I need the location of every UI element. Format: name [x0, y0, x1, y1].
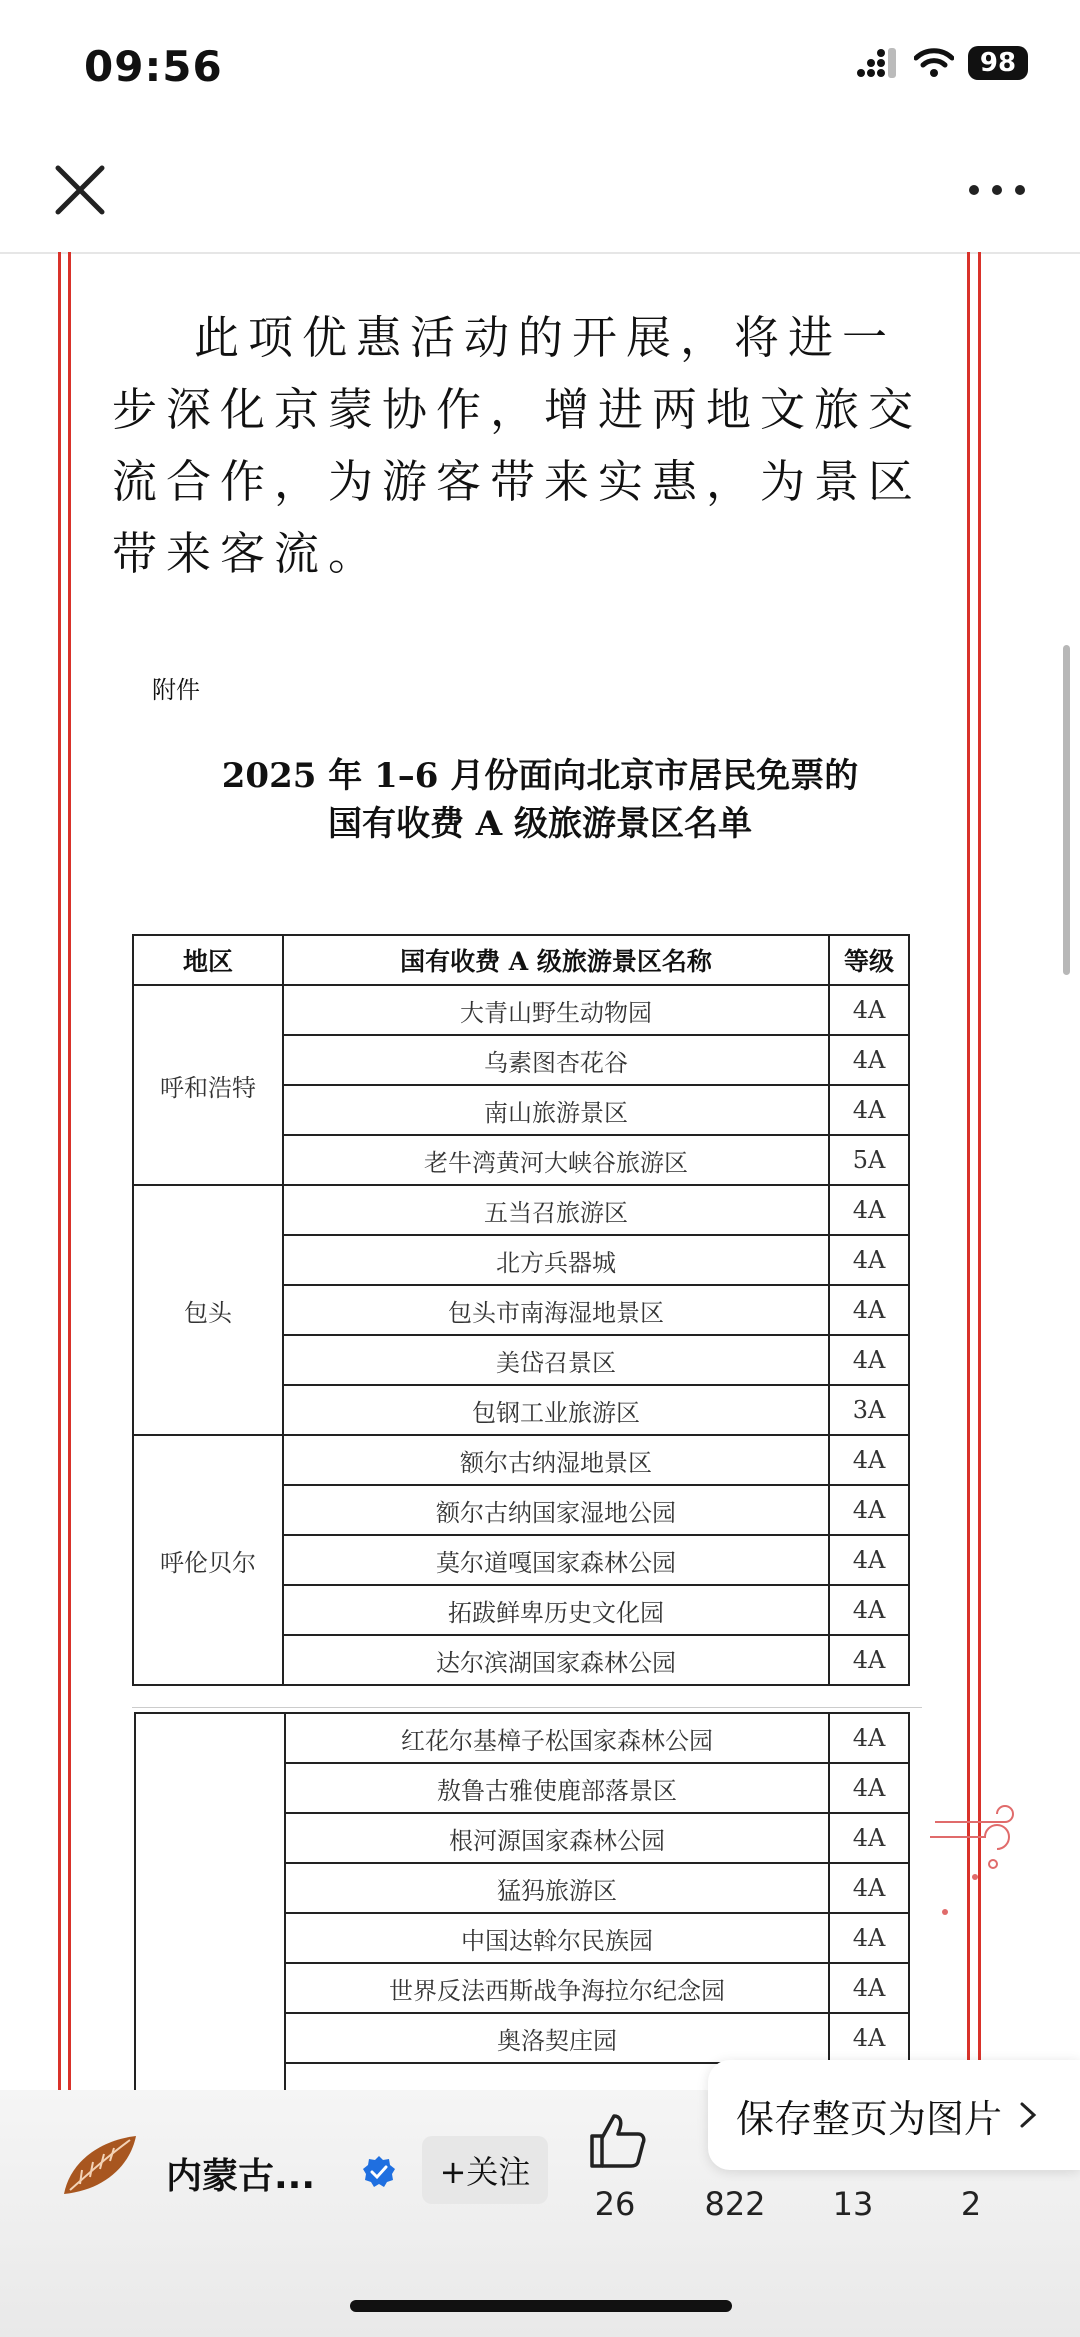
document-title-line2: 国有收费 A 级旅游景区名单 — [327, 804, 753, 844]
level-cell: 4A — [829, 1713, 909, 1763]
level-cell: 4A — [829, 1085, 909, 1135]
top-bar — [0, 130, 1080, 254]
scenic-name-cell: 南山旅游景区 — [283, 1085, 829, 1135]
region-cell: 呼伦贝尔 — [133, 1435, 283, 1685]
scenic-name-cell: 包头市南海湿地景区 — [283, 1285, 829, 1335]
table-row — [135, 1713, 909, 1763]
level-cell: 3A — [829, 1385, 909, 1435]
article-paragraph: 此项优惠活动的开展，将进一步深化京蒙协作，增进两地文旅交流合作，为游客带来实惠，为景区带来客流。 — [112, 311, 923, 580]
scenic-name-cell: 额尔古纳国家湿地公园 — [283, 1485, 829, 1535]
region-cell: 包头 — [133, 1185, 283, 1435]
border-line-left-inner — [68, 252, 71, 2092]
save-page-label: 保存整页为图片 — [736, 2096, 1003, 2141]
scrollbar-thumb[interactable] — [1063, 645, 1070, 975]
header-region: 地区 — [133, 935, 283, 985]
scenic-name-cell: 世界反法西斯战争海拉尔纪念园 — [285, 1963, 829, 2013]
level-cell: 5A — [829, 1135, 909, 1185]
status-bar — [0, 0, 1080, 130]
chevron-right-icon — [1016, 2100, 1042, 2130]
scenic-name-cell: 敖鲁古雅使鹿部落景区 — [285, 1763, 829, 1813]
signal-icon — [856, 48, 900, 78]
share-count: 2 — [960, 2185, 982, 2223]
level-cell: 4A — [829, 1635, 909, 1685]
scenic-name-cell: 乌素图杏花谷 — [283, 1035, 829, 1085]
status-time: 09:56 — [84, 42, 223, 91]
level-cell: 4A — [829, 1535, 909, 1585]
level-cell: 4A — [829, 1863, 909, 1913]
level-cell: 4A — [829, 1763, 909, 1813]
table-row — [133, 1185, 909, 1235]
comment-count: 13 — [832, 2185, 874, 2223]
scenic-name-cell: 奥洛契庄园 — [285, 2013, 829, 2063]
scenic-name-cell: 美岱召景区 — [283, 1335, 829, 1385]
wifi-icon — [914, 48, 954, 78]
scenic-name-cell: 五当召旅游区 — [283, 1185, 829, 1235]
level-cell: 4A — [829, 1585, 909, 1635]
level-cell: 4A — [829, 1035, 909, 1085]
status-icons — [856, 46, 1028, 80]
level-cell: 4A — [829, 1185, 909, 1235]
follow-button[interactable]: +关注 — [422, 2136, 548, 2204]
page-separator — [132, 1707, 922, 1708]
level-cell: 4A — [829, 1435, 909, 1485]
close-icon[interactable] — [50, 160, 110, 220]
table-row — [133, 1435, 909, 1485]
document-title — [130, 752, 950, 848]
level-cell: 4A — [829, 1913, 909, 1963]
level-cell: 4A — [829, 1335, 909, 1385]
level-cell: 4A — [829, 1235, 909, 1285]
scenic-name-cell: 额尔古纳湿地景区 — [283, 1435, 829, 1485]
verified-badge-icon — [362, 2155, 396, 2189]
scenic-name-cell: 大青山野生动物园 — [283, 985, 829, 1035]
level-cell: 4A — [829, 2013, 909, 2063]
region-cell: 呼和浩特 — [133, 985, 283, 1185]
more-options-icon[interactable] — [962, 160, 1032, 220]
level-cell: 4A — [829, 1285, 909, 1335]
scenic-name-cell: 莫尔道嘎国家森林公园 — [283, 1535, 829, 1585]
scenic-list-table — [132, 934, 910, 1686]
save-page-as-image-button[interactable] — [708, 2060, 1080, 2170]
like-count: 26 — [594, 2185, 636, 2223]
battery-indicator: 98 — [968, 46, 1028, 80]
scenic-name-cell: 根河源国家森林公园 — [285, 1813, 829, 1863]
table-row — [133, 985, 909, 1035]
scenic-name-cell: 中国达斡尔民族园 — [285, 1913, 829, 1963]
header-scenic-name: 国有收费 A 级旅游景区名称 — [283, 935, 829, 985]
level-cell: 4A — [829, 1485, 909, 1535]
scenic-name-cell: 老牛湾黄河大峡谷旅游区 — [283, 1135, 829, 1185]
thumbs-up-icon[interactable] — [588, 2112, 648, 2170]
cloud-ornament-icon — [925, 1782, 1025, 1922]
account-logo-icon[interactable] — [60, 2132, 140, 2202]
scenic-name-cell: 猛犸旅游区 — [285, 1863, 829, 1913]
scenic-name-cell: 包钢工业旅游区 — [283, 1385, 829, 1435]
region-cell-empty — [135, 1713, 285, 2092]
scenic-name-cell: 拓跋鲜卑历史文化园 — [283, 1585, 829, 1635]
document-title-line1: 2025 年 1–6 月份面向北京市居民免票的 — [221, 756, 859, 796]
account-name[interactable]: 内蒙古... — [166, 2156, 316, 2197]
level-cell: 4A — [829, 1963, 909, 2013]
level-cell: 4A — [829, 1813, 909, 1863]
scenic-name-cell: 红花尔基樟子松国家森林公园 — [285, 1713, 829, 1763]
scenic-name-cell: 达尔滨湖国家森林公园 — [283, 1635, 829, 1685]
view-count: 822 — [704, 2185, 766, 2223]
home-indicator[interactable] — [350, 2300, 732, 2312]
level-cell: 4A — [829, 985, 909, 1035]
scenic-name-cell: 北方兵器城 — [283, 1235, 829, 1285]
scenic-list-table-continued — [134, 1712, 910, 2092]
header-level: 等级 — [829, 935, 909, 985]
article-content[interactable] — [0, 252, 1080, 2092]
attachment-label: 附件 — [152, 676, 200, 704]
border-line-left-outer — [58, 252, 61, 2092]
